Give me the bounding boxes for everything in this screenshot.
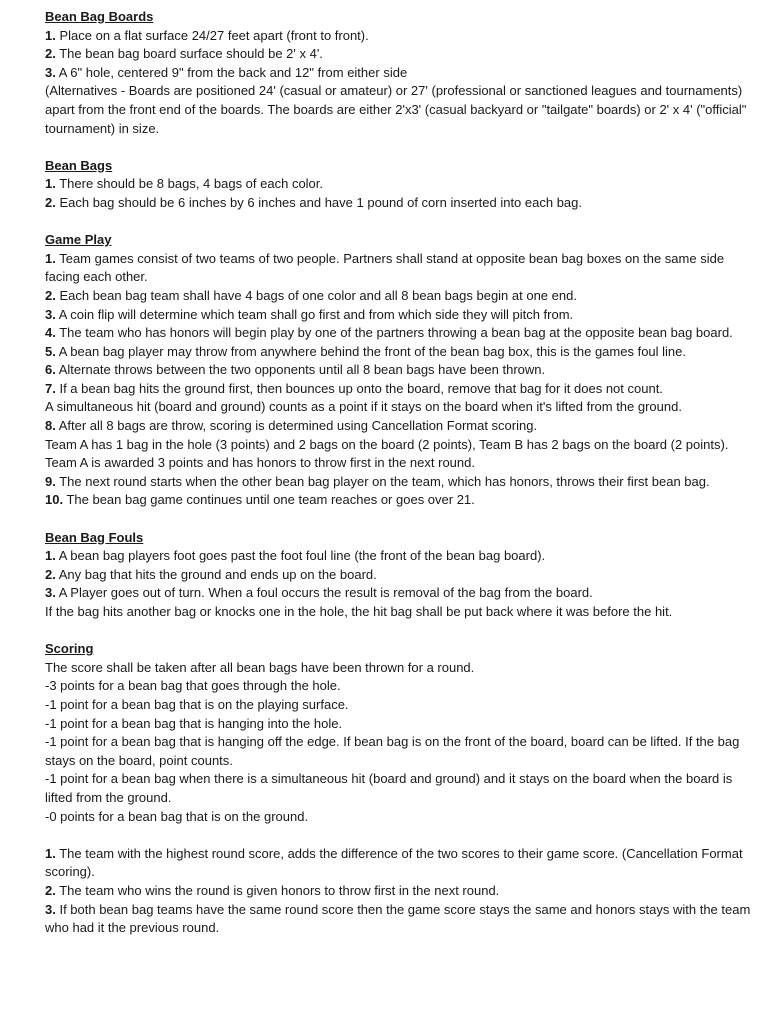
rule-line [45, 808, 751, 827]
rule-text: -0 points for a bean bag that is on the ground. [45, 808, 309, 824]
rule-line [45, 175, 751, 194]
rule-line [45, 584, 751, 603]
rule-line [45, 64, 751, 83]
rule-number: 6. [45, 362, 56, 378]
rule-text: The bean bag board surface should be 2' x 4'. [55, 46, 323, 62]
rule-line [45, 436, 751, 473]
rule-text: The team who has honors will begin play by one of the partners throwing a bean bag at the opposite bean bag board. [55, 325, 733, 341]
section-bean-bags [45, 157, 751, 213]
section-heading: Scoring [45, 641, 94, 657]
rule-text: -1 point for a bean bag that is hanging into the hole. [45, 715, 343, 731]
rule-number: 7. [45, 380, 56, 396]
rule-number: 3. [45, 585, 56, 601]
rule-line [45, 398, 751, 417]
rule-text: The team with the highest round score, adds the difference of the two scores to their game score. (Cancellation Format scoring). [45, 845, 743, 880]
rule-line [45, 696, 751, 715]
rule-text: A Player goes out of turn. When a foul occurs the result is removal of the bag from the board. [55, 585, 593, 601]
rule-number: 2. [45, 287, 56, 303]
rule-line [45, 380, 751, 399]
rule-text: Each bag should be 6 inches by 6 inches and have 1 pound of corn inserted into each bag. [55, 194, 582, 210]
rule-line [45, 82, 751, 138]
rule-text: If a bean bag hits the ground first, then bounces up onto the board, remove that bag for it does not count. [55, 380, 663, 396]
rule-text: -1 point for a bean bag that is on the playing surface. [45, 696, 349, 712]
rule-number: 1. [45, 548, 56, 564]
rule-number: 5. [45, 343, 56, 359]
rule-text: A simultaneous hit (board and ground) counts as a point if it stays on the board when it's lifted from the ground. [45, 399, 682, 415]
rule-line [45, 566, 751, 585]
rule-line [45, 417, 751, 436]
rule-text: Place on a flat surface 24/27 feet apart (front to front). [55, 27, 369, 43]
rule-number: 2. [45, 194, 56, 210]
rule-text: -3 points for a bean bag that goes through the hole. [45, 678, 341, 694]
rule-text: A 6" hole, centered 9" from the back and 12" from either side [55, 64, 408, 80]
rule-line [45, 491, 751, 510]
rule-text: Any bag that hits the ground and ends up on the board. [55, 566, 377, 582]
section-bean-bag-fouls [45, 529, 751, 622]
rule-line [45, 45, 751, 64]
rule-text: The bean bag game continues until one team reaches or goes over 21. [63, 492, 475, 508]
rule-line [45, 677, 751, 696]
rule-text: There should be 8 bags, 4 bags of each color. [55, 176, 324, 192]
rule-text: A coin flip will determine which team shall go first and from which side they will pitch from. [55, 306, 574, 322]
rule-text: Team games consist of two teams of two people. Partners shall stand at opposite bean bag boxes on the same side facing each other. [45, 250, 725, 285]
rule-number: 10. [45, 492, 64, 508]
section-game-play [45, 231, 751, 510]
section-heading: Bean Bags [45, 157, 113, 173]
rule-line [45, 733, 751, 770]
rule-line [45, 27, 751, 46]
rule-number: 2. [45, 882, 56, 898]
rule-line [45, 659, 751, 678]
rule-number: 1. [45, 845, 56, 861]
rule-text: The next round starts when the other bean bag player on the team, which has honors, throws their first bean bag. [55, 473, 710, 489]
rule-line [45, 845, 751, 882]
rule-line [45, 603, 751, 622]
rule-text: A bean bag players foot goes past the foot foul line (the front of the bean bag board). [55, 548, 546, 564]
rule-number: 1. [45, 176, 56, 192]
rule-text: Each bean bag team shall have 4 bags of one color and all 8 bean bags begin at one end. [55, 287, 577, 303]
section-heading: Bean Bag Fouls [45, 529, 144, 545]
rule-text: -1 point for a bean bag that is hanging off the edge. If bean bag is on the front of the board, board can be lifted. If the bag stays on the board, point counts. [45, 734, 740, 768]
rule-number: 3. [45, 306, 56, 322]
rule-number: 9. [45, 473, 56, 489]
rule-number: 2. [45, 46, 56, 62]
rule-line [45, 194, 751, 213]
rule-line [45, 473, 751, 492]
rule-line [45, 901, 751, 938]
section-heading: Game Play [45, 232, 112, 248]
rule-number: 2. [45, 566, 56, 582]
section-bean-bag-boards [45, 8, 751, 138]
rule-line [45, 882, 751, 901]
rule-line [45, 715, 751, 734]
rule-line [45, 343, 751, 362]
rule-line [45, 250, 751, 287]
rule-line [45, 547, 751, 566]
section-scoring-rules [45, 845, 751, 938]
rule-line [45, 324, 751, 343]
rule-text: -1 point for a bean bag when there is a simultaneous hit (board and ground) and it stays on the board when the board is lifted from the ground. [45, 771, 733, 805]
rule-text: The score shall be taken after all bean bags have been thrown for a round. [45, 659, 475, 675]
rule-line [45, 770, 751, 807]
rule-number: 3. [45, 901, 56, 917]
rule-line [45, 287, 751, 306]
rule-number: 8. [45, 418, 56, 434]
rule-text: If the bag hits another bag or knocks one in the hole, the hit bag shall be put back where it was before the hit. [45, 604, 673, 619]
rule-line [45, 306, 751, 325]
rule-text: If both bean bag teams have the same round score then the game score stays the same and honors stays with the team who had it the previous round. [45, 901, 751, 936]
section-heading: Bean Bag Boards [45, 9, 154, 24]
rule-text: (Alternatives - Boards are positioned 24' (casual or amateur) or 27' (professional or sanctioned leagues and tournaments) apart from the front end of the boards. The boards are either 2'x3' (casual backyard or "tailgate" boards) or 2' x 4' ("official" tournament) in size. [45, 83, 747, 136]
rule-number: 4. [45, 325, 56, 341]
rule-number: 1. [45, 27, 56, 43]
rule-text: The team who wins the round is given honors to throw first in the next round. [55, 882, 500, 898]
rule-number: 3. [45, 64, 56, 80]
rule-line [45, 361, 751, 380]
rule-text: Alternate throws between the two opponents until all 8 bean bags have been thrown. [55, 362, 546, 378]
section-scoring [45, 640, 751, 826]
rule-number: 1. [45, 250, 56, 266]
rule-text: Team A has 1 bag in the hole (3 points) and 2 bags on the board (2 points), Team B has 2 bags on the board (2 points). Team A is awarded 3 points and has honors to throw first in the next round. [45, 436, 729, 471]
rule-text: A bean bag player may throw from anywhere behind the front of the bean bag box, this is the games foul line. [55, 343, 687, 359]
rule-text: After all 8 bags are throw, scoring is determined using Cancellation Format scoring. [55, 418, 538, 434]
